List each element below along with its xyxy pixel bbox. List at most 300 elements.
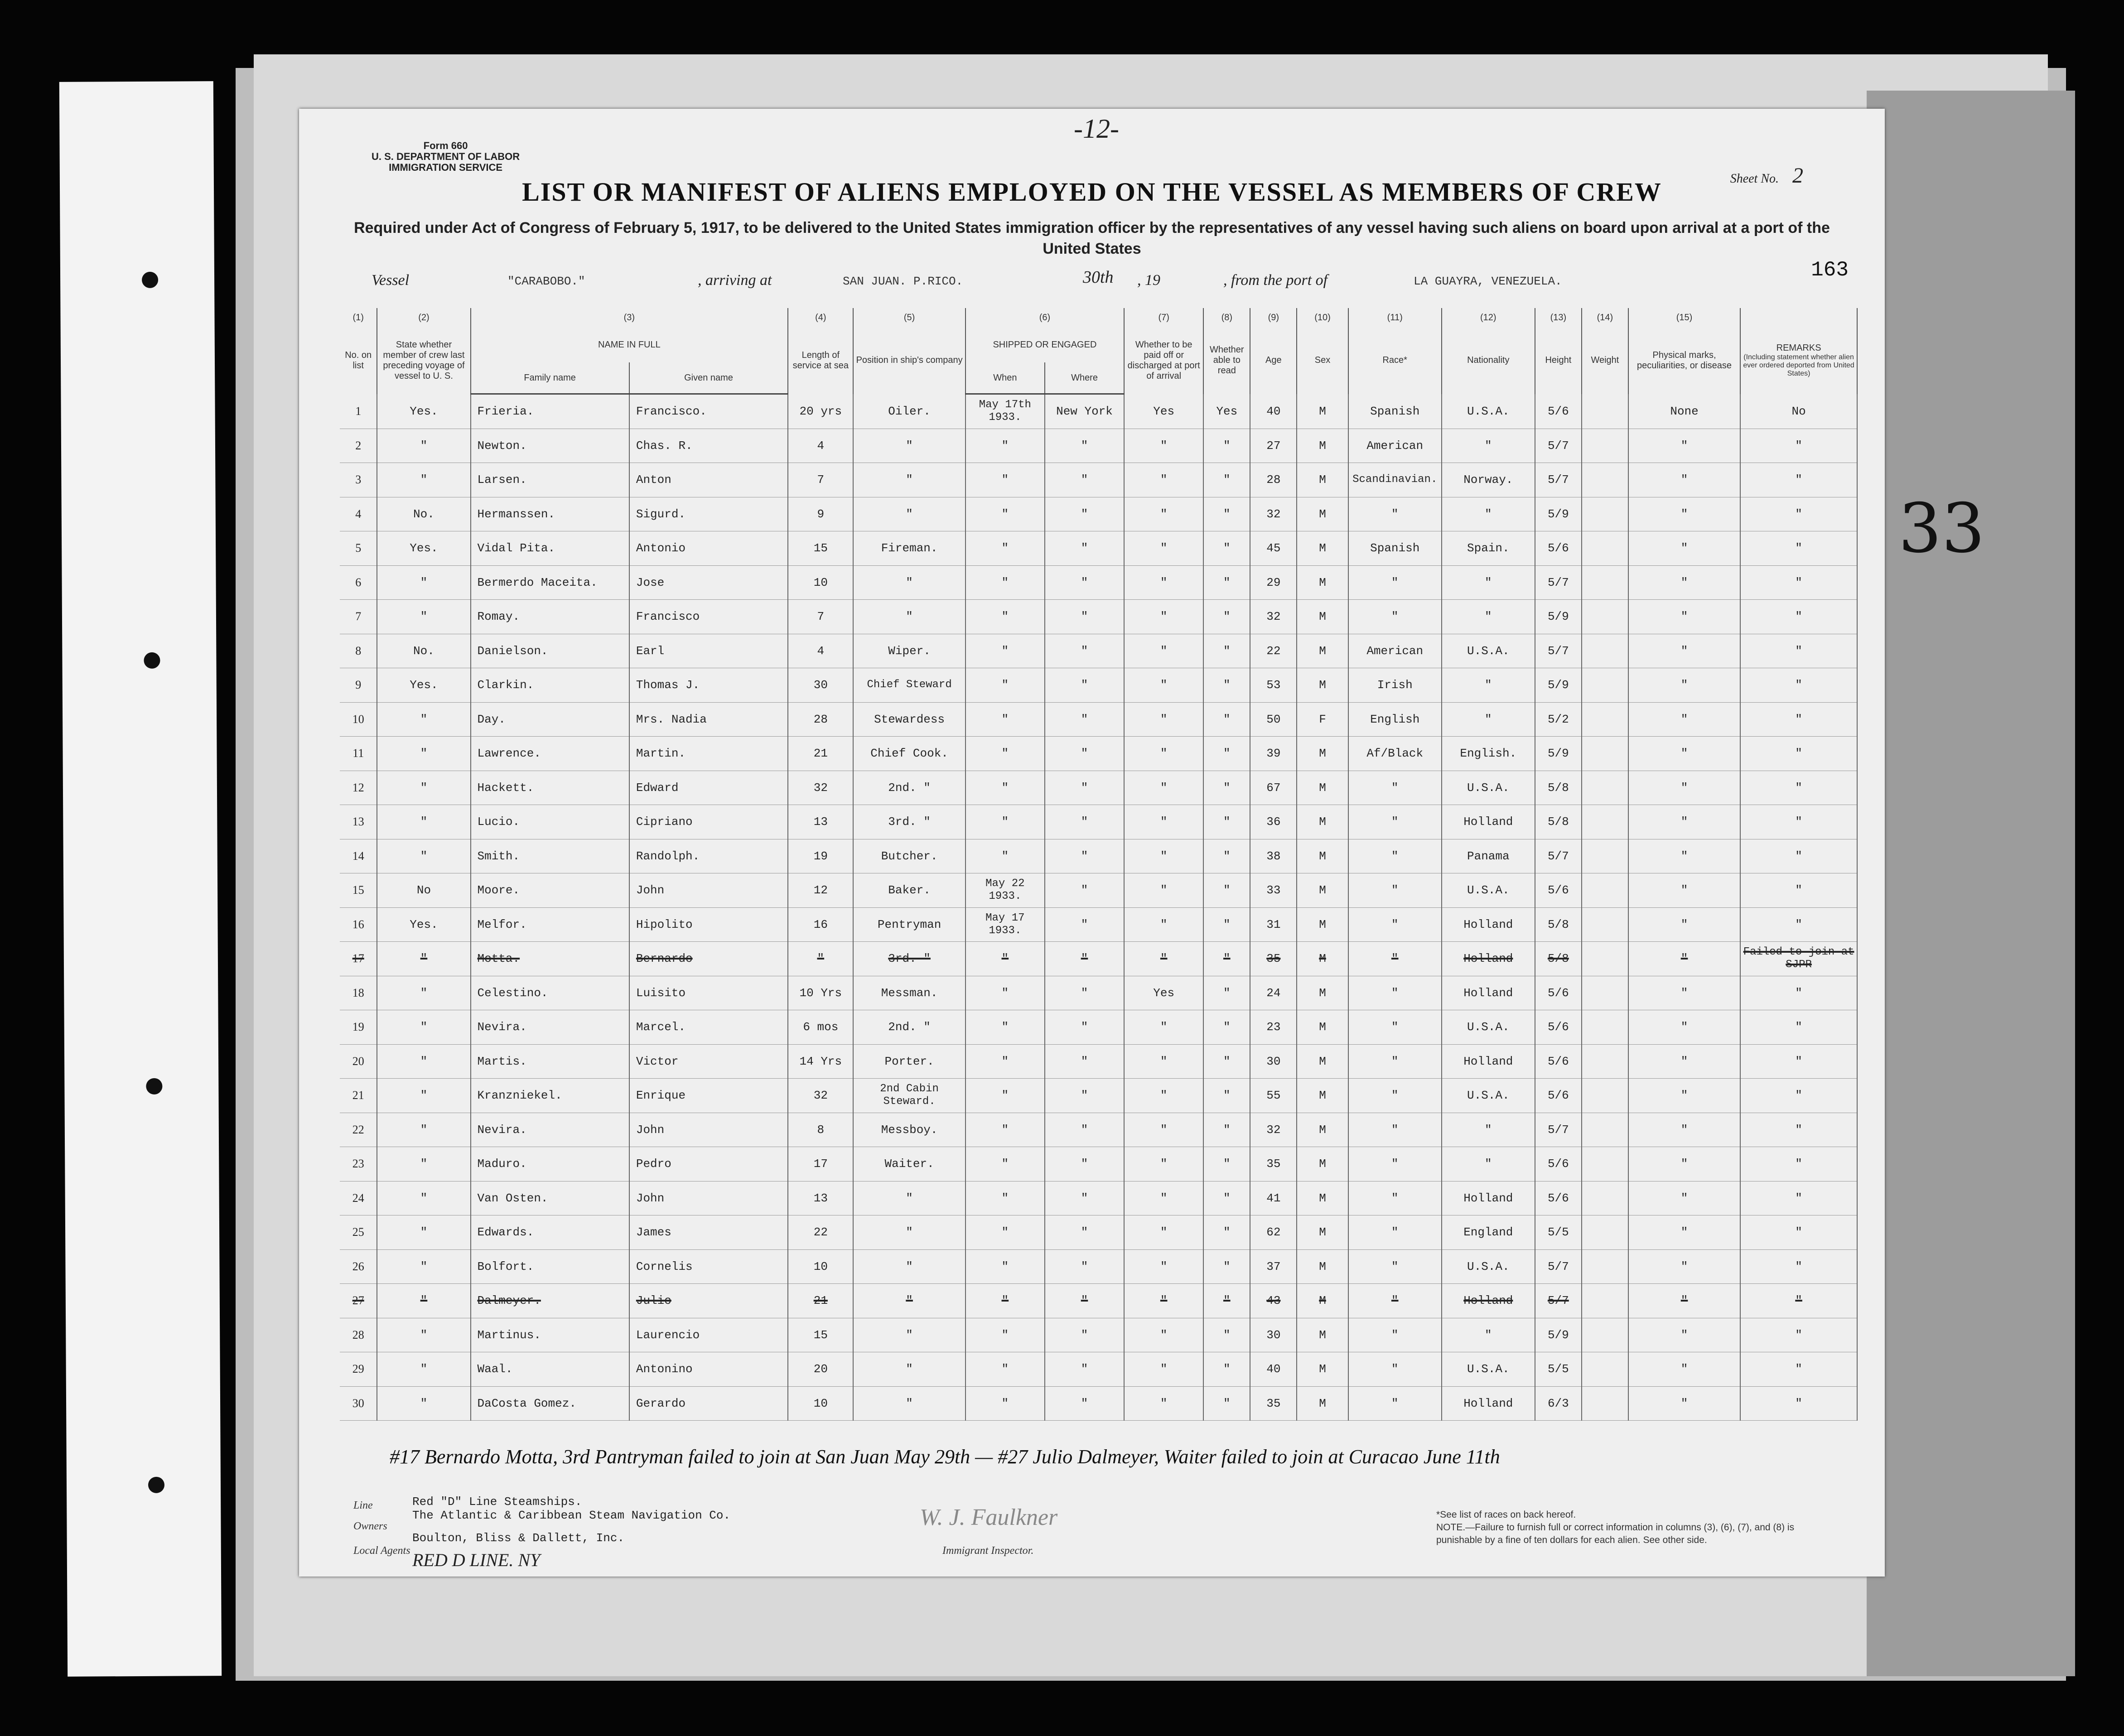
race-cell: Af/Black	[1348, 737, 1442, 771]
able-to-read-cell: "	[1203, 600, 1250, 634]
nationality-cell: "	[1442, 1318, 1535, 1352]
shipped-where-cell: "	[1045, 907, 1124, 942]
shipped-where-cell: "	[1045, 976, 1124, 1010]
height-cell: 5/6	[1535, 1044, 1582, 1079]
age-cell: 43	[1250, 1284, 1297, 1318]
age-cell: 32	[1250, 1113, 1297, 1147]
shipped-when-cell: "	[965, 771, 1045, 805]
race-cell: "	[1348, 839, 1442, 873]
remarks-cell: "	[1740, 1318, 1857, 1352]
shipped-when-cell: "	[965, 634, 1045, 668]
age-cell: 33	[1250, 873, 1297, 908]
remarks-cell: "	[1740, 1284, 1857, 1318]
remarks-cell: "	[1740, 634, 1857, 668]
family-name-cell: Melfor.	[471, 907, 629, 942]
header-position: Position in ship's company	[853, 327, 965, 394]
nationality-cell: U.S.A.	[1442, 1249, 1535, 1284]
row-number-cell: 10	[340, 702, 377, 737]
paid-off-cell: "	[1124, 702, 1203, 737]
footer-notes	[1436, 1509, 1835, 1547]
prev-voyage-cell: No.	[377, 634, 470, 668]
remarks-cell: Failed to join at SJPR	[1740, 942, 1857, 976]
prev-voyage-cell: "	[377, 1010, 470, 1045]
able-to-read-cell: "	[1203, 497, 1250, 531]
shipped-where-cell: "	[1045, 1249, 1124, 1284]
weight-cell	[1582, 394, 1628, 429]
sex-cell: M	[1297, 497, 1348, 531]
remarks-cell: "	[1740, 1352, 1857, 1387]
able-to-read-cell: "	[1203, 1386, 1250, 1421]
race-cell: "	[1348, 942, 1442, 976]
paid-off-cell: "	[1124, 463, 1203, 497]
row-number-cell: 4	[340, 497, 377, 531]
remarks-cell: "	[1740, 565, 1857, 600]
physical-marks-cell: "	[1628, 1181, 1740, 1215]
table-row	[340, 873, 1857, 908]
table-row	[340, 634, 1857, 668]
header-length-service: Length of service at sea	[788, 327, 853, 394]
age-cell: 53	[1250, 668, 1297, 703]
family-name-cell: Nevira.	[471, 1113, 629, 1147]
sex-cell: M	[1297, 429, 1348, 463]
race-cell: "	[1348, 497, 1442, 531]
footer	[353, 1495, 1849, 1572]
length-of-service-cell: 21	[788, 1284, 853, 1318]
able-to-read-cell: "	[1203, 1318, 1250, 1352]
shipped-where-cell: "	[1045, 668, 1124, 703]
row-number-cell: 21	[340, 1079, 377, 1113]
nationality-cell: "	[1442, 1147, 1535, 1181]
page-number: 163	[1811, 258, 1849, 282]
shipped-where-cell: "	[1045, 463, 1124, 497]
length-of-service-cell: 20 yrs	[788, 394, 853, 429]
age-cell: 30	[1250, 1318, 1297, 1352]
race-cell: "	[1348, 1352, 1442, 1387]
paid-off-cell: "	[1124, 1079, 1203, 1113]
colnum: (4)	[788, 308, 853, 327]
weight-cell	[1582, 1113, 1628, 1147]
remarks-cell: No	[1740, 394, 1857, 429]
position-cell: 3rd. "	[853, 942, 965, 976]
height-cell: 5/2	[1535, 702, 1582, 737]
prev-voyage-cell: "	[377, 1386, 470, 1421]
position-cell: "	[853, 1318, 965, 1352]
family-name-cell: Waal.	[471, 1352, 629, 1387]
table-row	[340, 976, 1857, 1010]
form-header	[372, 140, 520, 173]
age-cell: 23	[1250, 1010, 1297, 1045]
weight-cell	[1582, 839, 1628, 873]
remarks-note: (Including statement whether alien ever ordered deported from United States)	[1743, 353, 1854, 378]
height-cell: 5/7	[1535, 839, 1582, 873]
paid-off-cell: "	[1124, 907, 1203, 942]
physical-marks-cell: "	[1628, 565, 1740, 600]
crew-table-body	[340, 394, 1857, 1421]
length-of-service-cell: 4	[788, 429, 853, 463]
able-to-read-cell: "	[1203, 1044, 1250, 1079]
left-binder-strip	[59, 81, 222, 1677]
header-given-name: Given name	[629, 362, 788, 394]
family-name-cell: Van Osten.	[471, 1181, 629, 1215]
family-name-cell: Dalmeyer.	[471, 1284, 629, 1318]
table-row	[340, 463, 1857, 497]
family-name-cell: Edwards.	[471, 1215, 629, 1250]
table-row	[340, 1215, 1857, 1250]
colnum: (10)	[1297, 308, 1348, 327]
paid-off-cell: "	[1124, 1352, 1203, 1387]
height-cell: 5/7	[1535, 1249, 1582, 1284]
colnum	[1740, 308, 1857, 327]
weight-cell	[1582, 907, 1628, 942]
table-row	[340, 497, 1857, 531]
row-number-cell: 28	[340, 1318, 377, 1352]
paid-off-cell: "	[1124, 1147, 1203, 1181]
able-to-read-cell: "	[1203, 463, 1250, 497]
shipped-where-cell: "	[1045, 942, 1124, 976]
handwritten-note: #17 Bernardo Motta, 3rd Pantryman failed to join at San Juan May 29th — #27 Julio Dalmeyer, Waiter failed to join at Curacao June 11th	[390, 1446, 1500, 1468]
race-cell: "	[1348, 1215, 1442, 1250]
race-cell: "	[1348, 771, 1442, 805]
shipped-where-cell: "	[1045, 1318, 1124, 1352]
shipped-where-cell: "	[1045, 839, 1124, 873]
paid-off-cell: "	[1124, 805, 1203, 839]
weight-cell	[1582, 634, 1628, 668]
age-cell: 31	[1250, 907, 1297, 942]
given-name-cell: Antonino	[629, 1352, 788, 1387]
row-number-cell: 25	[340, 1215, 377, 1250]
race-cell: "	[1348, 1044, 1442, 1079]
paid-off-cell: "	[1124, 942, 1203, 976]
row-number-cell: 24	[340, 1181, 377, 1215]
position-cell: 2nd Cabin Steward.	[853, 1079, 965, 1113]
family-name-cell: Romay.	[471, 600, 629, 634]
age-cell: 29	[1250, 565, 1297, 600]
shipped-when-cell: "	[965, 1284, 1045, 1318]
nationality-cell: "	[1442, 668, 1535, 703]
prev-voyage-cell: Yes.	[377, 394, 470, 429]
prev-voyage-cell: Yes.	[377, 907, 470, 942]
height-cell: 5/7	[1535, 1113, 1582, 1147]
given-name-cell: Julio	[629, 1284, 788, 1318]
sex-cell: M	[1297, 394, 1348, 429]
paid-off-cell: "	[1124, 1249, 1203, 1284]
physical-marks-cell: "	[1628, 1010, 1740, 1045]
able-to-read-cell: Yes	[1203, 394, 1250, 429]
prev-voyage-cell: Yes.	[377, 668, 470, 703]
remarks-cell: "	[1740, 976, 1857, 1010]
family-name-cell: Nevira.	[471, 1010, 629, 1045]
row-number-cell: 20	[340, 1044, 377, 1079]
page-title: LIST OR MANIFEST OF ALIENS EMPLOYED ON THE VESSEL AS MEMBERS OF CREW	[522, 177, 1662, 207]
nationality-cell: Holland	[1442, 907, 1535, 942]
sex-cell: M	[1297, 1318, 1348, 1352]
sex-cell: M	[1297, 976, 1348, 1010]
position-cell: "	[853, 463, 965, 497]
inspector-signature: W. J. Faulkner	[920, 1505, 1058, 1530]
prev-voyage-cell: "	[377, 429, 470, 463]
able-to-read-cell: "	[1203, 1181, 1250, 1215]
sheet-value: 2	[1792, 164, 1803, 188]
age-cell: 30	[1250, 1044, 1297, 1079]
age-cell: 35	[1250, 1147, 1297, 1181]
shipped-where-cell: "	[1045, 1079, 1124, 1113]
age-cell: 27	[1250, 429, 1297, 463]
row-number-cell: 17	[340, 942, 377, 976]
length-of-service-cell: 20	[788, 1352, 853, 1387]
remarks-cell: "	[1740, 839, 1857, 873]
family-name-cell: Larsen.	[471, 463, 629, 497]
position-cell: "	[853, 429, 965, 463]
sex-cell: M	[1297, 1079, 1348, 1113]
column-number-row	[340, 308, 1857, 327]
weight-cell	[1582, 805, 1628, 839]
sheet-label: Sheet No.	[1730, 172, 1779, 186]
punch-hole	[148, 1477, 164, 1493]
shipped-when-cell: "	[965, 1318, 1045, 1352]
race-cell: "	[1348, 1284, 1442, 1318]
header-name-in-full: NAME IN FULL	[471, 327, 788, 362]
able-to-read-cell: "	[1203, 873, 1250, 908]
height-cell: 5/5	[1535, 1215, 1582, 1250]
sex-cell: M	[1297, 1249, 1348, 1284]
weight-cell	[1582, 531, 1628, 566]
paid-off-cell: "	[1124, 668, 1203, 703]
length-of-service-cell: 13	[788, 805, 853, 839]
shipped-when-cell: May 17th 1933.	[965, 394, 1045, 429]
race-cell: "	[1348, 1147, 1442, 1181]
able-to-read-cell: "	[1203, 565, 1250, 600]
race-cell: "	[1348, 1113, 1442, 1147]
arriving-port: SAN JUAN. P.RICO.	[843, 275, 963, 288]
height-cell: 5/9	[1535, 737, 1582, 771]
shipped-where-cell: "	[1045, 737, 1124, 771]
able-to-read-cell: "	[1203, 805, 1250, 839]
height-cell: 5/7	[1535, 463, 1582, 497]
table-row	[340, 531, 1857, 566]
age-cell: 28	[1250, 463, 1297, 497]
family-name-cell: Martis.	[471, 1044, 629, 1079]
shipped-where-cell: "	[1045, 1044, 1124, 1079]
nationality-cell: U.S.A.	[1442, 394, 1535, 429]
prev-voyage-cell: "	[377, 565, 470, 600]
race-cell: English	[1348, 702, 1442, 737]
age-cell: 32	[1250, 497, 1297, 531]
paid-off-cell: "	[1124, 429, 1203, 463]
paid-off-cell: "	[1124, 1215, 1203, 1250]
crew-table	[340, 308, 1858, 1421]
given-name-cell: Luisito	[629, 976, 788, 1010]
race-cell: "	[1348, 873, 1442, 908]
race-cell: Irish	[1348, 668, 1442, 703]
race-cell: American	[1348, 634, 1442, 668]
remarks-cell: "	[1740, 1147, 1857, 1181]
prev-voyage-cell: "	[377, 805, 470, 839]
note-races: *See list of races on back hereof.	[1436, 1509, 1576, 1520]
remarks-cell: "	[1740, 668, 1857, 703]
sex-cell: M	[1297, 1147, 1348, 1181]
able-to-read-cell: "	[1203, 1352, 1250, 1387]
physical-marks-cell: "	[1628, 942, 1740, 976]
length-of-service-cell: "	[788, 942, 853, 976]
header-shipped-engaged: SHIPPED OR ENGAGED	[965, 327, 1124, 362]
nationality-cell: U.S.A.	[1442, 634, 1535, 668]
paid-off-cell: "	[1124, 1044, 1203, 1079]
sex-cell: M	[1297, 463, 1348, 497]
given-name-cell: Francisco.	[629, 394, 788, 429]
shipped-when-cell: "	[965, 1249, 1045, 1284]
given-name-cell: Marcel.	[629, 1010, 788, 1045]
form-number: Form 660	[423, 140, 468, 151]
height-cell: 5/8	[1535, 942, 1582, 976]
row-number-cell: 26	[340, 1249, 377, 1284]
remarks-cell: "	[1740, 1181, 1857, 1215]
colnum: (2)	[377, 308, 470, 327]
header-family-name: Family name	[471, 362, 629, 394]
weight-cell	[1582, 942, 1628, 976]
family-name-cell: Hermanssen.	[471, 497, 629, 531]
shipped-where-cell: "	[1045, 600, 1124, 634]
able-to-read-cell: "	[1203, 1215, 1250, 1250]
paid-off-cell: "	[1124, 531, 1203, 566]
arriving-label: , arriving at	[698, 272, 772, 289]
race-cell: Spanish	[1348, 394, 1442, 429]
colnum: (1)	[340, 308, 377, 327]
given-name-cell: Bernardo	[629, 942, 788, 976]
note-penalty: NOTE.—Failure to furnish full or correct information in columns (3), (6), (7), and (8) is punishable by a fine of ten dollars for each alien. See other side.	[1436, 1522, 1795, 1545]
header-nationality: Nationality	[1442, 327, 1535, 394]
nationality-cell: "	[1442, 497, 1535, 531]
family-name-cell: Smith.	[471, 839, 629, 873]
sex-cell: M	[1297, 771, 1348, 805]
height-cell: 5/6	[1535, 531, 1582, 566]
nationality-cell: Holland	[1442, 976, 1535, 1010]
from-port-label: , from the port of	[1223, 272, 1328, 289]
given-name-cell: John	[629, 1113, 788, 1147]
physical-marks-cell: "	[1628, 805, 1740, 839]
weight-cell	[1582, 1147, 1628, 1181]
nationality-cell: England	[1442, 1215, 1535, 1250]
position-cell: Pentryman	[853, 907, 965, 942]
shipped-where-cell: "	[1045, 702, 1124, 737]
punch-hole	[144, 652, 160, 669]
shipped-when-cell: "	[965, 1044, 1045, 1079]
shipped-where-cell: "	[1045, 1352, 1124, 1387]
nationality-cell: Holland	[1442, 1284, 1535, 1318]
age-cell: 36	[1250, 805, 1297, 839]
physical-marks-cell: "	[1628, 1318, 1740, 1352]
physical-marks-cell: "	[1628, 1113, 1740, 1147]
physical-marks-cell: "	[1628, 1284, 1740, 1318]
nationality-cell: "	[1442, 565, 1535, 600]
table-row	[340, 429, 1857, 463]
able-to-read-cell: "	[1203, 702, 1250, 737]
local-agents-label: Local Agents	[353, 1545, 410, 1557]
shipped-when-cell: "	[965, 429, 1045, 463]
colnum: (8)	[1203, 308, 1250, 327]
table-row	[340, 1352, 1857, 1387]
length-of-service-cell: 28	[788, 702, 853, 737]
position-cell: Waiter.	[853, 1147, 965, 1181]
weight-cell	[1582, 429, 1628, 463]
family-name-cell: Martinus.	[471, 1318, 629, 1352]
height-cell: 5/7	[1535, 429, 1582, 463]
race-cell: "	[1348, 600, 1442, 634]
remarks-cell: "	[1740, 771, 1857, 805]
given-name-cell: James	[629, 1215, 788, 1250]
position-cell: "	[853, 1249, 965, 1284]
sex-cell: M	[1297, 600, 1348, 634]
given-name-cell: Sigurd.	[629, 497, 788, 531]
able-to-read-cell: "	[1203, 907, 1250, 942]
race-cell: "	[1348, 1010, 1442, 1045]
table-row	[340, 737, 1857, 771]
physical-marks-cell: "	[1628, 976, 1740, 1010]
position-cell: Fireman.	[853, 531, 965, 566]
owners-value: The Atlantic & Caribbean Steam Navigation Co.	[412, 1509, 731, 1522]
length-of-service-cell: 10	[788, 565, 853, 600]
table-row	[340, 942, 1857, 976]
physical-marks-cell: "	[1628, 668, 1740, 703]
row-number-cell: 8	[340, 634, 377, 668]
paid-off-cell: "	[1124, 1181, 1203, 1215]
row-number-cell: 7	[340, 600, 377, 634]
sex-cell: M	[1297, 1215, 1348, 1250]
given-name-cell: Antonio	[629, 531, 788, 566]
family-name-cell: Maduro.	[471, 1147, 629, 1181]
given-name-cell: Laurencio	[629, 1318, 788, 1352]
prev-voyage-cell: "	[377, 1249, 470, 1284]
header-able-read: Whether able to read	[1203, 327, 1250, 394]
table-row	[340, 1284, 1857, 1318]
given-name-cell: Randolph.	[629, 839, 788, 873]
family-name-cell: Clarkin.	[471, 668, 629, 703]
given-name-cell: Thomas J.	[629, 668, 788, 703]
prev-voyage-cell: "	[377, 839, 470, 873]
paid-off-cell: "	[1124, 1284, 1203, 1318]
crew-table-wrap	[340, 308, 1858, 1421]
race-cell: Spanish	[1348, 531, 1442, 566]
header-remarks	[1740, 327, 1857, 394]
row-number-cell: 12	[340, 771, 377, 805]
sex-cell: M	[1297, 839, 1348, 873]
shipped-when-cell: "	[965, 702, 1045, 737]
physical-marks-cell: "	[1628, 1147, 1740, 1181]
shipped-when-cell: "	[965, 668, 1045, 703]
sex-cell: M	[1297, 531, 1348, 566]
prev-voyage-cell: "	[377, 1113, 470, 1147]
weight-cell	[1582, 873, 1628, 908]
given-name-cell: Mrs. Nadia	[629, 702, 788, 737]
able-to-read-cell: "	[1203, 1113, 1250, 1147]
length-of-service-cell: 10	[788, 1386, 853, 1421]
length-of-service-cell: 6 mos	[788, 1010, 853, 1045]
prev-voyage-cell: "	[377, 463, 470, 497]
physical-marks-cell: "	[1628, 1215, 1740, 1250]
table-row	[340, 771, 1857, 805]
position-cell: Porter.	[853, 1044, 965, 1079]
prev-voyage-cell: No.	[377, 497, 470, 531]
height-cell: 5/7	[1535, 565, 1582, 600]
paid-off-cell: "	[1124, 873, 1203, 908]
given-name-cell: Cornelis	[629, 1249, 788, 1284]
nationality-cell: English.	[1442, 737, 1535, 771]
family-name-cell: DaCosta Gomez.	[471, 1386, 629, 1421]
given-name-cell: Jose	[629, 565, 788, 600]
able-to-read-cell: "	[1203, 839, 1250, 873]
shipped-where-cell: "	[1045, 1215, 1124, 1250]
able-to-read-cell: "	[1203, 668, 1250, 703]
shipped-where-cell: "	[1045, 1284, 1124, 1318]
